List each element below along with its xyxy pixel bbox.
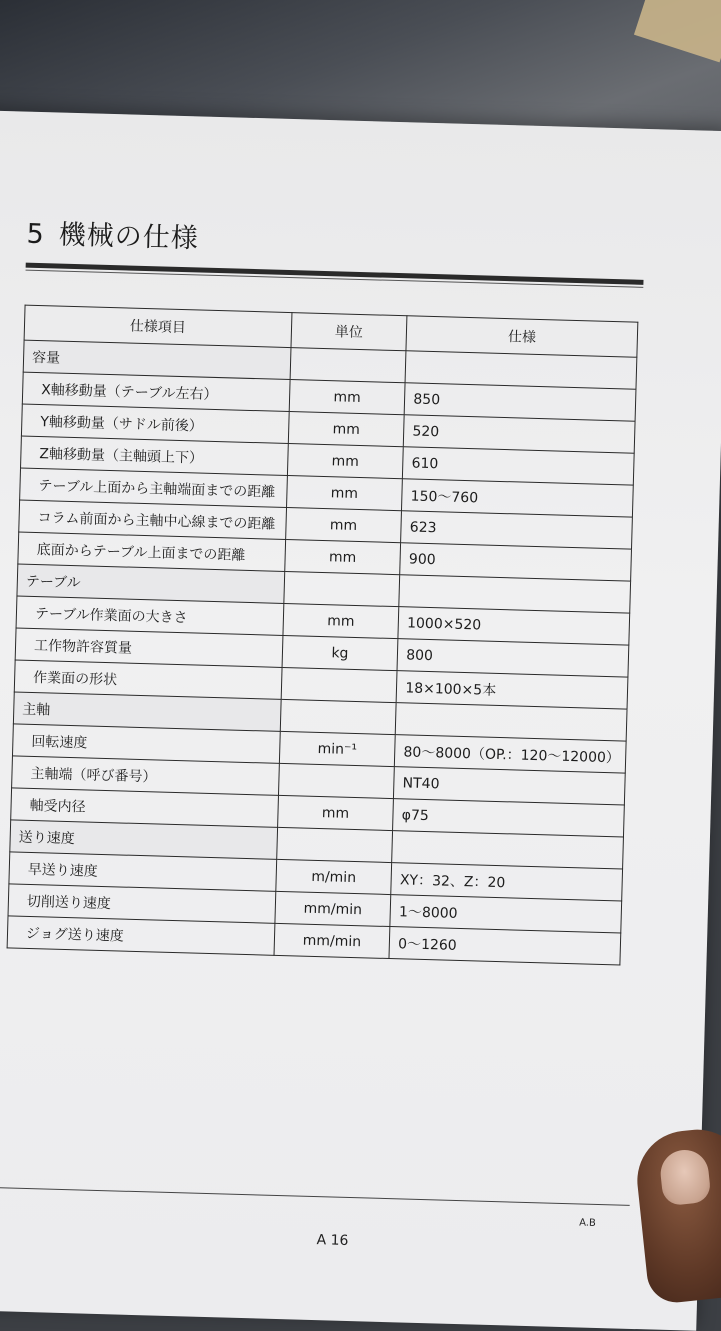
unit-cell: mm <box>284 539 400 574</box>
footer-rule <box>0 1187 630 1206</box>
value-cell: 610 <box>403 447 635 485</box>
document-page <box>0 110 721 1331</box>
value-cell: NT40 <box>394 767 626 805</box>
unit-cell <box>281 667 397 702</box>
unit-cell <box>276 827 392 862</box>
category-cell: テーブル <box>17 564 284 603</box>
value-cell: 520 <box>404 415 636 453</box>
unit-cell <box>280 699 396 734</box>
item-cell: テーブル上面から主軸端面までの距離 <box>20 468 287 507</box>
item-cell: Z軸移動量（主軸頭上下） <box>21 436 288 475</box>
item-cell: コラム前面から主軸中心線までの距離 <box>19 500 286 539</box>
spec-table <box>7 305 639 966</box>
unit-cell: m/min <box>275 859 391 894</box>
category-cell: 容量 <box>23 340 290 379</box>
item-cell: 切削送り速度 <box>8 884 275 923</box>
unit-cell: mm <box>289 380 405 415</box>
value-cell: XY：32、Z：20 <box>391 863 623 901</box>
value-cell: 1～8000 <box>390 895 622 933</box>
value-cell: 1000×520 <box>398 607 630 645</box>
header-unit: 単位 <box>291 313 408 351</box>
value-cell: 150～760 <box>402 479 634 517</box>
item-cell: 回転速度 <box>12 724 279 763</box>
unit-cell: mm <box>286 475 402 510</box>
item-cell: 工作物許容質量 <box>15 628 282 667</box>
item-cell: 軸受内径 <box>11 788 278 827</box>
unit-cell <box>290 348 406 383</box>
unit-cell <box>278 763 394 798</box>
category-cell: 送り速度 <box>10 820 277 859</box>
item-cell: 早送り速度 <box>9 852 276 891</box>
category-cell: 主軸 <box>13 692 280 731</box>
unit-cell: mm/min <box>275 891 391 926</box>
section-number: 5 <box>26 218 46 251</box>
footer-right-label: A.B <box>579 1217 597 1229</box>
page-content <box>7 212 647 966</box>
item-cell: ジョグ送り速度 <box>7 916 274 955</box>
section-title: 機械の仕様 <box>58 219 200 255</box>
page-number: A 16 <box>316 1232 349 1250</box>
unit-cell: mm <box>283 603 399 638</box>
unit-cell: mm <box>285 507 401 542</box>
unit-cell: min⁻¹ <box>279 731 395 766</box>
item-cell: テーブル作業面の大きさ <box>16 596 283 635</box>
item-cell: X軸移動量（テーブル左右） <box>22 372 289 411</box>
unit-cell: kg <box>282 635 398 670</box>
value-cell: 800 <box>397 639 629 677</box>
unit-cell: mm/min <box>274 923 390 958</box>
unit-cell: mm <box>287 444 403 479</box>
header-item: 仕様項目 <box>24 305 292 347</box>
item-cell: Y軸移動量（サドル前後） <box>21 404 288 443</box>
item-cell: 底面からテーブル上面までの距離 <box>18 532 285 571</box>
section-heading <box>26 212 647 268</box>
value-cell: 850 <box>404 383 636 421</box>
value-cell: 900 <box>400 543 632 581</box>
unit-cell: mm <box>288 412 404 447</box>
heading-rule-thick <box>26 263 644 285</box>
value-cell: 0～1260 <box>389 927 621 965</box>
item-cell: 作業面の形状 <box>14 660 281 699</box>
item-cell: 主軸端（呼び番号） <box>12 756 279 795</box>
value-cell: 18×100×5本 <box>396 671 628 709</box>
value-cell: φ75 <box>393 799 625 837</box>
value-cell: 623 <box>401 511 633 549</box>
header-value: 仕様 <box>406 316 638 357</box>
value-cell: 80～8000（OP.：120～12000） <box>395 735 627 773</box>
unit-cell: mm <box>277 795 393 830</box>
unit-cell <box>284 571 400 606</box>
